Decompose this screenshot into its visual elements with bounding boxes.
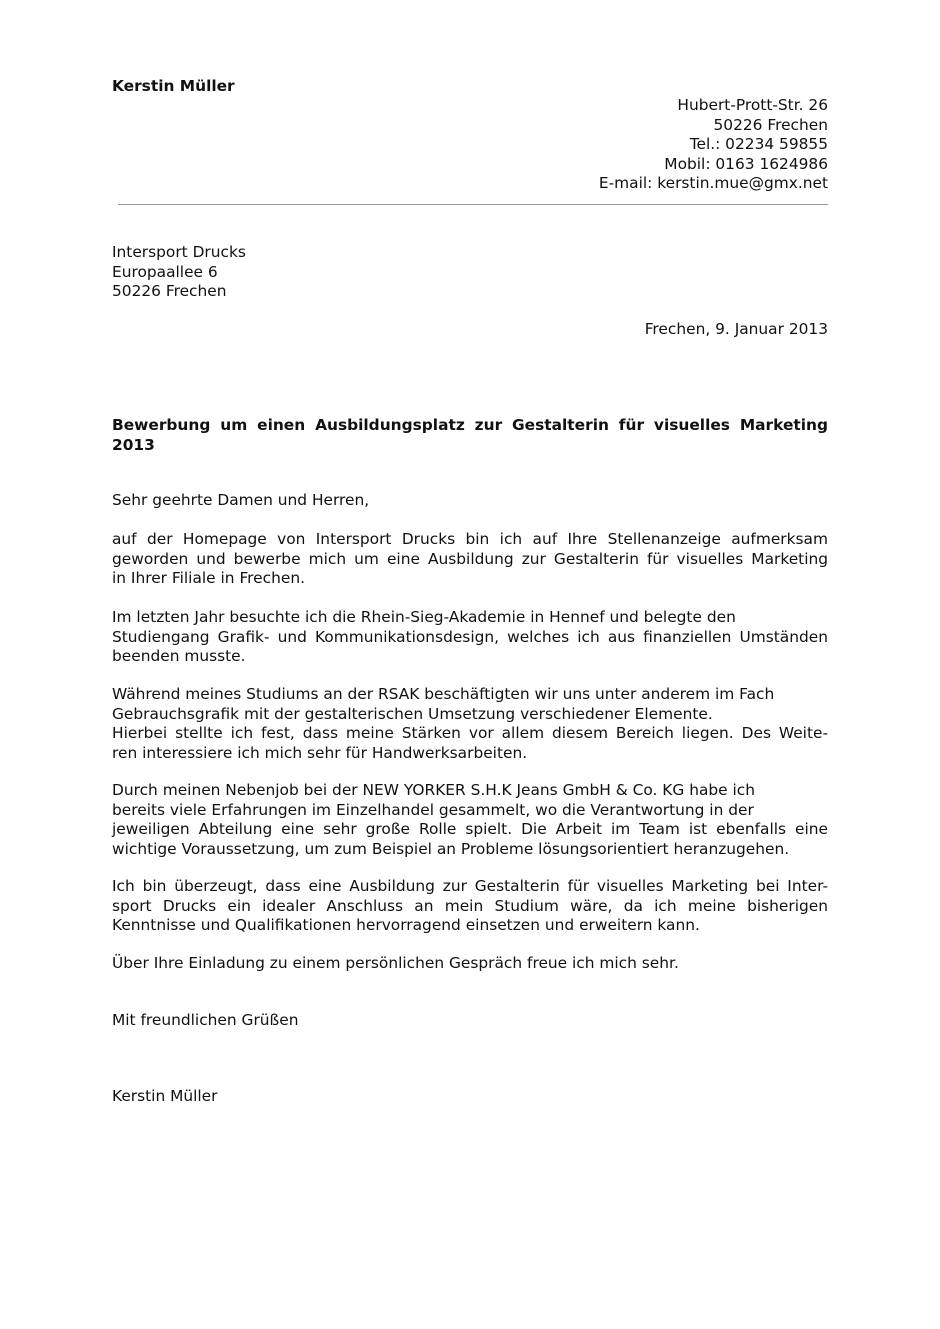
paragraph-line: geworden und bewerbe mich um eine Ausbildung zur Gestalterin für visuelles Marketing xyxy=(112,549,828,568)
paragraph-line: bereits viele Erfahrungen im Einzelhandel gesammelt, wo die Verantwortung in der xyxy=(112,800,754,819)
salutation: Sehr geehrte Damen und Herren, xyxy=(112,491,370,509)
sender-address xyxy=(599,96,828,194)
paragraph-4 xyxy=(112,781,828,859)
letter-subject xyxy=(112,416,828,455)
paragraph-line: Im letzten Jahr besuchte ich die Rhein-Sieg-Akademie in Hennef und belegte den xyxy=(112,608,736,626)
sender-name: Kerstin Müller xyxy=(112,77,235,95)
paragraph-line: ren interessiere ich mich sehr für Handwerksarbeiten. xyxy=(112,743,528,762)
subject-line-1: Bewerbung um einen Ausbildungsplatz zur Gestalterin für visuelles Marketing xyxy=(112,416,828,434)
paragraph-line: Gebrauchsgrafik mit der gestalterischen Umsetzung verschiedener Elemente. xyxy=(112,704,713,723)
recipient-street: Europaallee 6 xyxy=(112,262,218,281)
sender-email: E-mail: kerstin.mue@gmx.net xyxy=(598,174,828,192)
paragraph-line: Studiengang Grafik- und Kommunikationsdesign, welches ich aus finanziellen Umständen xyxy=(112,627,828,646)
paragraph-1 xyxy=(112,530,828,589)
paragraph-line: auf der Homepage von Intersport Drucks bin ich auf Ihre Stellenanzeige aufmerksam xyxy=(112,530,828,548)
paragraph-line: wichtige Voraussetzung, um zum Beispiel an Probleme lösungsorientiert heranzugehen. xyxy=(112,839,790,858)
paragraph-line: beenden musste. xyxy=(112,647,246,665)
paragraph-line: jeweiligen Abteilung eine sehr große Rolle spielt. Die Arbeit im Team ist ebenfalls eine xyxy=(112,820,828,838)
recipient-address xyxy=(112,243,828,302)
paragraph-line: sport Drucks ein idealer Anschluss an mein Studium wäre, da ich meine bisherigen xyxy=(112,896,828,915)
sender-street: Hubert-Prott-Str. 26 xyxy=(677,96,828,114)
header-divider xyxy=(118,204,828,205)
paragraph-line: Durch meinen Nebenjob bei der NEW YORKER S.H.K Jeans GmbH & Co. KG habe ich xyxy=(112,781,756,799)
paragraph-3 xyxy=(112,685,828,763)
paragraph-line: Hierbei stellte ich fest, dass meine Stärken vor allem diesem Bereich liegen. Des Weite- xyxy=(112,724,828,742)
paragraph-5 xyxy=(112,877,828,936)
sender-mobile: Mobil: 0163 1624986 xyxy=(664,154,828,173)
paragraph-line: Ich bin überzeugt, dass eine Ausbildung zur Gestalterin für visuelles Marketing bei Inter- xyxy=(112,877,828,895)
recipient-company: Intersport Drucks xyxy=(112,243,246,261)
paragraph-line: in Ihrer Filiale in Frechen. xyxy=(112,569,305,587)
letter-date: Frechen, 9. Januar 2013 xyxy=(644,320,828,338)
subject-line-2: 2013 xyxy=(112,435,155,454)
closing: Mit freundlichen Grüßen xyxy=(112,1011,299,1029)
paragraph-line: Über Ihre Einladung zu einem persönlichen Gespräch freue ich mich sehr. xyxy=(112,954,679,972)
paragraph-line: Kenntnisse und Qualifikationen hervorragend einsetzen und erweitern kann. xyxy=(112,916,700,934)
sender-phone: Tel.: 02234 59855 xyxy=(689,135,828,153)
signature-name: Kerstin Müller xyxy=(112,1087,218,1105)
paragraph-6 xyxy=(112,954,828,974)
recipient-city: 50226 Frechen xyxy=(112,282,227,300)
sender-city: 50226 Frechen xyxy=(713,115,828,134)
paragraph-2 xyxy=(112,608,828,667)
paragraph-line: Während meines Studiums an der RSAK beschäftigten wir uns unter anderem im Fach xyxy=(112,685,775,703)
